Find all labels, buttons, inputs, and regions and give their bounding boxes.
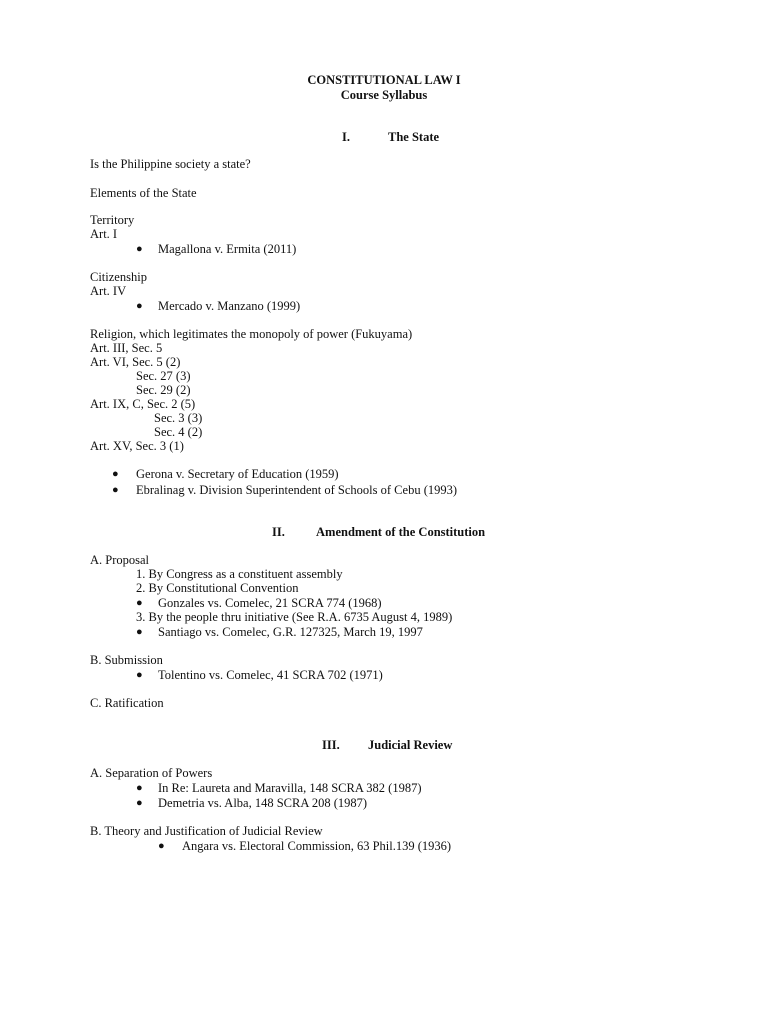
citizenship-article: Art. IV: [90, 284, 127, 298]
religion-ref: Sec. 3 (3): [154, 411, 203, 425]
religion-label: Religion, which legitimates the monopoly of power (Fukuyama): [90, 327, 413, 341]
religion-case: Ebralinag v. Division Superintendent of Schools of Cebu (1993): [136, 483, 458, 497]
religion-ref: Sec. 29 (2): [136, 383, 191, 397]
separation-case: Demetria vs. Alba, 148 SCRA 208 (1987): [158, 796, 368, 810]
territory-article: Art. I: [90, 227, 118, 241]
state-question: Is the Philippine society a state?: [90, 157, 251, 171]
judicial-review-label: B. Theory and Justification of Judicial Review: [90, 824, 323, 838]
bullet: ●: [158, 840, 165, 852]
bullet: ●: [136, 782, 143, 794]
bullet: ●: [136, 669, 143, 681]
religion-ref: Sec. 4 (2): [154, 425, 203, 439]
submission-case: Tolentino vs. Comelec, 41 SCRA 702 (1971): [158, 668, 383, 682]
ratification-label: C. Ratification: [90, 696, 164, 710]
document-title: CONSTITUTIONAL LAW I: [307, 73, 461, 87]
section-2-number: II.: [272, 525, 285, 539]
separation-label: A. Separation of Powers: [90, 766, 213, 780]
bullet: ●: [136, 597, 143, 609]
proposal-case: Santiago vs. Comelec, G.R. 127325, March 19, 1997: [158, 625, 423, 639]
religion-ref: Art. III, Sec. 5: [90, 341, 163, 355]
bullet: ●: [112, 468, 119, 480]
document-subtitle: Course Syllabus: [340, 88, 428, 102]
bullet: ●: [136, 797, 143, 809]
proposal-item: 2. By Constitutional Convention: [136, 581, 299, 595]
bullet: ●: [136, 626, 143, 638]
section-1-heading: The State: [388, 130, 440, 144]
elements-heading: Elements of the State: [90, 186, 197, 200]
territory-case: Magallona v. Ermita (2011): [158, 242, 297, 256]
section-3-heading: Judicial Review: [368, 738, 453, 752]
judicial-review-case: Angara vs. Electoral Commission, 63 Phil.139 (1936): [182, 839, 452, 853]
section-3-number: III.: [322, 738, 340, 752]
section-2-heading: Amendment of the Constitution: [316, 525, 486, 539]
citizenship-label: Citizenship: [90, 270, 147, 284]
proposal-item: 3. By the people thru initiative (See R.A. 6735 August 4, 1989): [136, 610, 453, 624]
submission-label: B. Submission: [90, 653, 163, 667]
bullet: ●: [112, 484, 119, 496]
bullet: ●: [136, 300, 143, 312]
religion-ref: Sec. 27 (3): [136, 369, 191, 383]
territory-label: Territory: [90, 213, 135, 227]
religion-ref: Art. XV, Sec. 3 (1): [90, 439, 184, 453]
separation-case: In Re: Laureta and Maravilla, 148 SCRA 382 (1987): [158, 781, 422, 795]
religion-case: Gerona v. Secretary of Education (1959): [136, 467, 339, 481]
proposal-item: 1. By Congress as a constituent assembly: [136, 567, 343, 581]
citizenship-case: Mercado v. Manzano (1999): [158, 299, 301, 313]
religion-ref: Art. VI, Sec. 5 (2): [90, 355, 181, 369]
section-1-number: I.: [342, 130, 350, 144]
proposal-label: A. Proposal: [90, 553, 150, 567]
bullet: ●: [136, 243, 143, 255]
religion-ref: Art. IX, C, Sec. 2 (5): [90, 397, 196, 411]
proposal-case: Gonzales vs. Comelec, 21 SCRA 774 (1968): [158, 596, 382, 610]
